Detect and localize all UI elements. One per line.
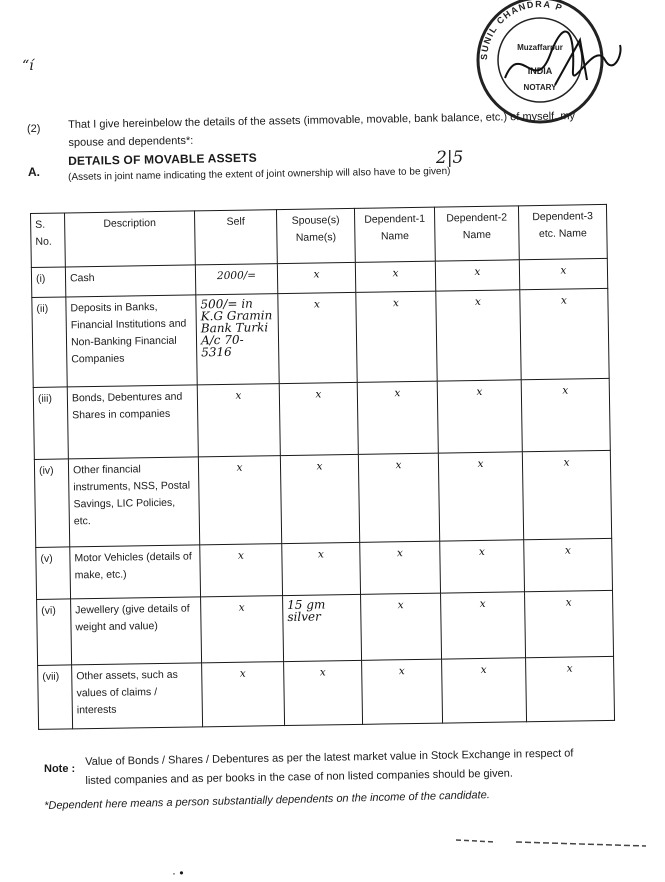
row-sno: (iv) xyxy=(34,459,69,548)
row-description: Other assets, such as values of claims / interests xyxy=(72,663,203,729)
table-row xyxy=(36,538,613,599)
row-self: 2000/= xyxy=(195,264,277,295)
table-row xyxy=(38,656,615,729)
paragraph-text: That I give hereinbelow the details of the assets (immovable, movable, bank balance, etc.) of myself, my spouse and dependents*: xyxy=(68,110,576,149)
row-description: Bonds, Debentures and Shares in companies xyxy=(67,385,198,459)
row-sno: (i) xyxy=(31,267,65,298)
row-spouse: 15 gm silver xyxy=(283,594,362,661)
row-dependent-3: x xyxy=(526,656,615,721)
row-sno: (vi) xyxy=(37,599,72,666)
row-dependent-2: x xyxy=(440,540,525,593)
section-letter: A. xyxy=(28,165,40,179)
row-dependent-1: x xyxy=(362,659,443,724)
header-dependent-2: Dependent-2 Name xyxy=(434,206,519,261)
row-dependent-1: x xyxy=(358,453,439,542)
row-dependent-1: x xyxy=(357,381,438,454)
row-sno: (iii) xyxy=(33,387,68,460)
seal-line-1: Muzaffarpur xyxy=(517,43,563,52)
row-spouse: x xyxy=(280,454,359,543)
table-header-row xyxy=(31,204,608,267)
row-spouse: x xyxy=(284,660,363,725)
section-title: DETAILS OF MOVABLE ASSETS xyxy=(68,150,258,168)
row-dependent-2: x xyxy=(442,658,527,723)
row-sno: (vii) xyxy=(38,665,73,730)
table-row xyxy=(34,450,611,547)
seal-line-2: INDIA xyxy=(527,66,553,76)
bottom-page-marks: · • xyxy=(172,866,184,880)
row-dependent-3: x xyxy=(521,378,610,451)
section-subtitle: (Assets in joint name indicating the extent of joint ownership will also have to be given) xyxy=(68,165,451,183)
row-dependent-1: x xyxy=(356,291,437,382)
header-dependent-1: Dependent-1 Name xyxy=(354,207,435,262)
header-description: Description xyxy=(65,211,196,267)
row-spouse: x xyxy=(278,292,357,383)
row-spouse: x xyxy=(282,542,361,595)
stray-mark: “í xyxy=(22,58,34,74)
row-description: Motor Vehicles (details of make, etc.) xyxy=(70,545,201,599)
row-sno: (ii) xyxy=(32,297,67,388)
row-dependent-1: x xyxy=(360,541,441,594)
note-text: Value of Bonds / Shares / Debentures as per the latest market value in Stock Exchange in respect of listed companies and as per books in the case of non listed companies should be given. xyxy=(85,747,574,787)
handwritten-page-mark: 2|5 xyxy=(436,148,464,168)
row-self: x xyxy=(198,456,281,545)
row-spouse: x xyxy=(277,262,355,293)
note-label: Note : xyxy=(44,763,76,775)
row-dependent-3: x xyxy=(524,538,613,591)
row-description: Cash xyxy=(65,265,195,297)
table-row xyxy=(33,378,610,459)
row-self: x xyxy=(201,596,284,663)
table-row xyxy=(32,288,609,387)
row-dependent-2: x xyxy=(438,452,523,541)
seal-ring-text: SUNIL CHANDRA P xyxy=(478,0,565,61)
row-self: x xyxy=(202,662,285,727)
row-description: Jewellery (give details of weight and value) xyxy=(71,597,202,665)
row-self: x xyxy=(200,544,283,597)
row-description: Other financial instruments, NSS, Postal Savings, LIC Policies, etc. xyxy=(68,457,199,547)
dependent-footnote: *Dependent here means a person substantially dependents on the income of the candidate. xyxy=(44,789,490,812)
row-self: x xyxy=(197,384,280,457)
row-dependent-1: x xyxy=(361,593,442,660)
movable-assets-table xyxy=(30,204,615,730)
row-dependent-2: x xyxy=(441,592,526,659)
row-dependent-2: x xyxy=(437,380,522,453)
scan-dash-marks xyxy=(456,838,656,848)
row-dependent-3: x xyxy=(522,450,611,539)
row-dependent-1: x xyxy=(355,261,435,292)
row-dependent-3: x xyxy=(520,288,609,379)
row-dependent-2: x xyxy=(436,290,521,381)
row-dependent-3: x xyxy=(525,590,614,657)
row-spouse: x xyxy=(279,382,358,455)
row-dependent-3: x xyxy=(519,258,607,289)
row-sno: (v) xyxy=(36,547,71,600)
row-self: 500/= in K.G Gramin Bank Turki A/c 70-5316 xyxy=(196,294,279,385)
header-spouse: Spouse(s) Name(s) xyxy=(276,208,355,263)
seal-line-3: NOTARY xyxy=(523,83,557,92)
table-row xyxy=(37,590,614,665)
paragraph-number: (2) xyxy=(27,123,41,135)
header-self: Self xyxy=(194,210,277,265)
row-dependent-2: x xyxy=(435,260,519,291)
header-sno: S. No. xyxy=(31,213,66,268)
header-dependent-3: Dependent-3 etc. Name xyxy=(518,204,607,259)
row-description: Deposits in Banks, Financial Institutions and Non-Banking Financial Companies xyxy=(66,295,197,387)
